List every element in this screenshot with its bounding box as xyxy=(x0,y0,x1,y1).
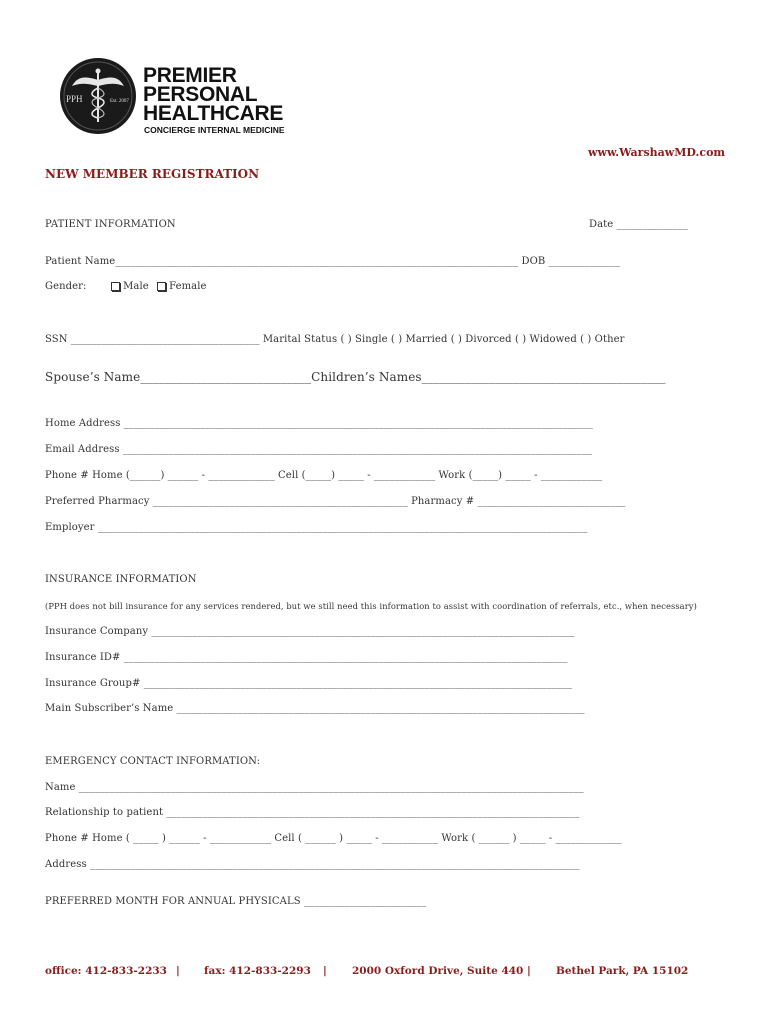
male-checkbox[interactable] xyxy=(111,282,120,291)
footer-office: office: 412-833-2233 xyxy=(45,965,167,977)
emergency-name-field[interactable]: Name ___________________________________________________________________________________________________ xyxy=(45,782,584,793)
female-label: Female xyxy=(169,281,207,292)
emergency-address-field[interactable]: Address ________________________________________________________________________________________________ xyxy=(45,859,580,870)
emergency-heading: EMERGENCY CONTACT INFORMATION: xyxy=(45,756,261,767)
insurance-company-field[interactable]: Insurance Company ___________________________________________________________________________________ xyxy=(45,626,575,637)
footer-address: 2000 Oxford Drive, Suite 440 xyxy=(352,965,524,977)
logo-line-3: HEALTHCARE xyxy=(143,102,284,125)
logo-line-1: PREMIER xyxy=(143,64,237,87)
logo-subtitle: CONCIERGE INTERNAL MEDICINE xyxy=(144,125,285,135)
home-address-field[interactable]: Home Address ____________________________________________________________________________________________ xyxy=(45,418,593,429)
website-link[interactable]: www.WarshawMD.com xyxy=(588,146,726,159)
logo-emblem xyxy=(60,58,136,134)
footer-separator: | xyxy=(323,965,327,977)
insurance-note: (PPH does not bill insurance for any services rendered, but we still need this information to assist with coordination of referrals, etc., when necessary) xyxy=(45,601,697,611)
form-title: NEW MEMBER REGISTRATION xyxy=(45,167,260,181)
employer-field[interactable]: Employer ________________________________________________________________________________________________ xyxy=(45,522,588,533)
logo-established: Est. 2007 xyxy=(110,99,129,104)
gender-row xyxy=(45,281,207,292)
main-subscriber-field[interactable]: Main Subscriber’s Name ________________________________________________________________________________ xyxy=(45,703,585,714)
insurance-heading: INSURANCE INFORMATION xyxy=(45,574,197,585)
insurance-group-field[interactable]: Insurance Group# ____________________________________________________________________________________ xyxy=(45,678,573,689)
footer-separator: | xyxy=(527,965,531,977)
footer-city: Bethel Park, PA 15102 xyxy=(556,965,689,977)
footer-fax: fax: 412-833-2293 xyxy=(204,965,311,977)
male-label: Male xyxy=(123,281,149,292)
ssn-marital-row[interactable]: SSN _____________________________________ Marital Status ( ) Single ( ) Married ( ) Divorced ( ) Widowed ( ) Other xyxy=(45,334,625,345)
date-field[interactable]: Date ______________ xyxy=(589,219,688,230)
phone-row[interactable]: Phone # Home (______) ______ - _____________ Cell (_____) _____ - ____________ Work (_____) _____ - ____________ xyxy=(45,470,603,481)
relationship-field[interactable]: Relationship to patient _________________________________________________________________________________ xyxy=(45,807,580,818)
footer-separator: | xyxy=(176,965,180,977)
emergency-phone-row[interactable]: Phone # Home ( _____ ) ______ - ____________ Cell ( ______ ) _____ - ___________ Work ( ______ ) _____ - _____________ xyxy=(45,833,622,844)
gender-label: Gender: xyxy=(45,281,87,292)
patient-info-heading: PATIENT INFORMATION xyxy=(45,219,176,230)
logo-line-2: PERSONAL xyxy=(143,83,258,106)
spouse-children-row[interactable]: Spouse’s Name____________________________Children’s Names________________________________________ xyxy=(45,370,666,384)
email-address-field[interactable]: Email Address ____________________________________________________________________________________________ xyxy=(45,444,593,455)
pharmacy-row[interactable]: Preferred Pharmacy __________________________________________________ Pharmacy # _____________________________ xyxy=(45,496,626,507)
patient-name-field[interactable]: Patient Name_______________________________________________________________________________ DOB ______________ xyxy=(45,256,621,267)
insurance-id-field[interactable]: Insurance ID# _______________________________________________________________________________________ xyxy=(45,652,568,663)
logo-monogram: PPH xyxy=(66,94,83,104)
female-checkbox[interactable] xyxy=(157,282,166,291)
annual-physicals-field[interactable]: PREFERRED MONTH FOR ANNUAL PHYSICALS ________________________ xyxy=(45,896,427,907)
